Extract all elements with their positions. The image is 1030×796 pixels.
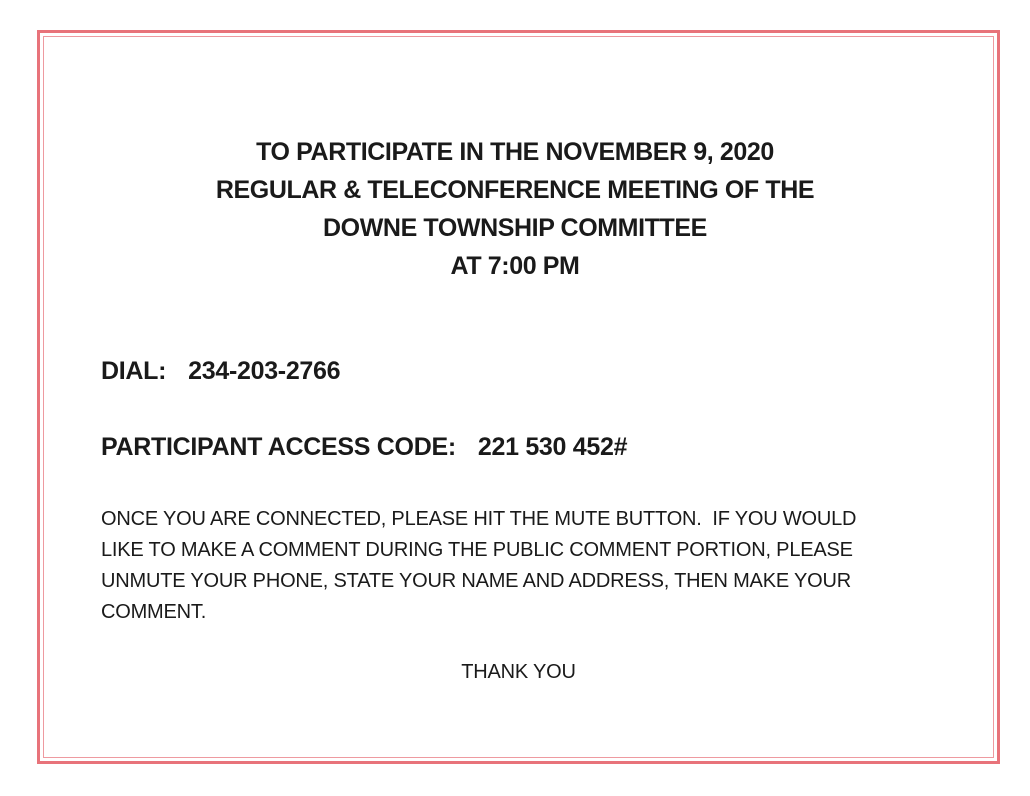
access-code-info <box>101 433 627 462</box>
heading-line: DOWNE TOWNSHIP COMMITTEE <box>323 214 707 242</box>
dial-label: DIAL: <box>101 357 167 385</box>
access-code-label: PARTICIPANT ACCESS CODE: <box>101 433 456 461</box>
heading-line: AT 7:00 PM <box>450 252 580 280</box>
instructions-line: LIKE TO MAKE A COMMENT DURING THE PUBLIC COMMENT PORTION, PLEASE <box>101 539 853 561</box>
dial-info <box>101 357 340 386</box>
instructions-line: ONCE YOU ARE CONNECTED, PLEASE HIT THE MUTE BUTTON. IF YOU WOULD <box>101 508 857 530</box>
access-code-value: 221 530 452# <box>477 433 628 461</box>
heading-line: REGULAR & TELECONFERENCE MEETING OF THE <box>215 176 815 204</box>
instructions-line: COMMENT. <box>101 601 207 623</box>
dial-number: 234-203-2766 <box>188 357 341 385</box>
heading-line: TO PARTICIPATE IN THE NOVEMBER 9, 2020 <box>256 138 774 166</box>
notice-heading <box>0 133 1030 285</box>
instructions-paragraph <box>101 504 951 628</box>
instructions-line: UNMUTE YOUR PHONE, STATE YOUR NAME AND ADDRESS, THEN MAKE YOUR <box>101 570 851 592</box>
closing-text: THANK YOU <box>461 661 576 683</box>
